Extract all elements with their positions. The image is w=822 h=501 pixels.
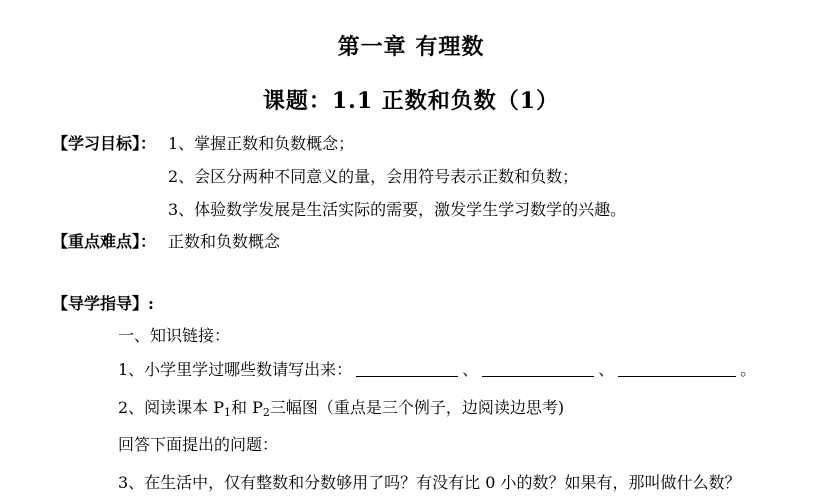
question-1-text: 1、小学里学过哪些数请写出来： bbox=[118, 360, 353, 379]
subscript-1: 1 bbox=[224, 406, 232, 419]
knowledge-link-title: 一、知识链接： bbox=[118, 326, 231, 345]
question-2-suffix: 三幅图（重点是三个例子，边阅读边思考) bbox=[269, 398, 565, 417]
lesson-title: 课题：1.1 正数和负数（1） bbox=[262, 88, 560, 114]
answer-prompt: 回答下面提出的问题： bbox=[118, 435, 279, 454]
question-2-mid: 和 P bbox=[231, 398, 263, 417]
end-mark: 。 bbox=[740, 360, 757, 379]
answer-blank[interactable] bbox=[356, 360, 458, 377]
answer-blank[interactable] bbox=[618, 360, 736, 377]
question-2-prefix: 2、阅读课本 P bbox=[118, 398, 225, 417]
subscript-2: 2 bbox=[262, 406, 270, 419]
objectives-label: 【学习目标】： bbox=[52, 134, 157, 153]
question-1 bbox=[118, 360, 756, 380]
objective-item: 2、会区分两种不同意义的量，会用符号表示正数和负数； bbox=[168, 167, 579, 186]
key-points-text: 正数和负数概念 bbox=[168, 232, 281, 251]
objective-item: 3、体验数学发展是生活实际的需要，激发学生学习数学的兴趣。 bbox=[168, 200, 627, 219]
key-points-label: 【重点难点】： bbox=[52, 232, 157, 251]
objective-item: 1、掌握正数和负数概念； bbox=[168, 134, 355, 153]
question-3: 3、在生活中，仅有整数和分数够用了吗？有没有比 0 小的数？如果有，那叫做什么数？ bbox=[118, 473, 741, 492]
question-2 bbox=[118, 398, 564, 423]
separator: 、 bbox=[598, 360, 615, 379]
separator: 、 bbox=[462, 360, 479, 379]
answer-blank[interactable] bbox=[482, 360, 594, 377]
guide-label: 【导学指导】: bbox=[52, 294, 154, 313]
chapter-title: 第一章 有理数 bbox=[337, 34, 485, 60]
